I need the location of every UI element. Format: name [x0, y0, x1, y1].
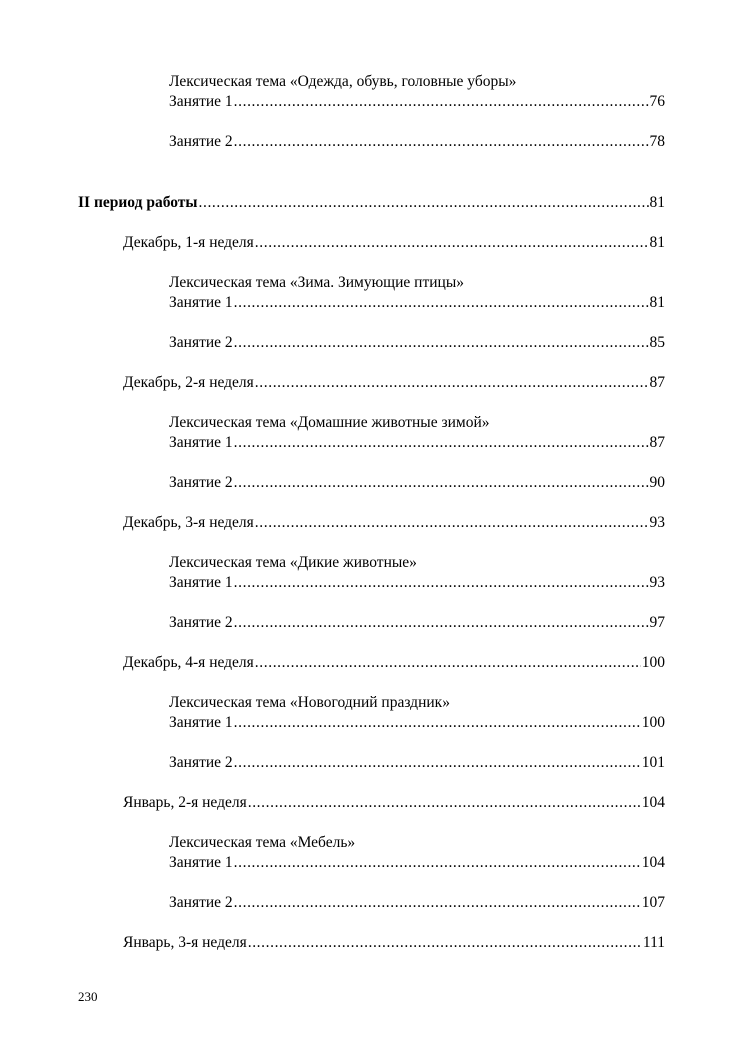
toc-entry-page-number: 93	[649, 574, 665, 591]
dot-leader	[234, 473, 649, 493]
dot-leader	[234, 293, 649, 313]
toc-entry-label: Занятие 1	[169, 574, 233, 591]
toc-entry-page-number: 101	[641, 754, 665, 771]
toc-entry-entry	[169, 713, 665, 733]
dot-leader	[255, 653, 641, 673]
toc-entry-entry	[169, 853, 665, 873]
toc-entry-label: Занятие 2	[169, 614, 233, 631]
dot-leader	[199, 193, 649, 213]
toc-entry-page-number: 85	[649, 334, 665, 351]
toc-entry-label: II период работы	[78, 194, 198, 211]
toc-entry-entry	[169, 753, 665, 773]
toc-entry-label: Занятие 1	[169, 93, 233, 110]
toc-entry-page-number: 81	[649, 194, 665, 211]
toc-entry-label: Занятие 1	[169, 854, 233, 871]
toc-entry-page-number: 81	[649, 294, 665, 311]
dot-leader	[234, 853, 641, 873]
dot-leader	[255, 373, 649, 393]
toc-entry-page-number: 100	[641, 654, 665, 671]
dot-leader	[248, 933, 642, 953]
dot-leader	[234, 753, 641, 773]
toc-entry-entry	[169, 293, 665, 313]
toc-entry-label: Январь, 3-я неделя	[123, 934, 247, 951]
toc-entry-page-number: 104	[641, 794, 665, 811]
dot-leader	[255, 233, 649, 253]
dot-leader	[234, 613, 649, 633]
toc-entry-page-number: 87	[649, 434, 665, 451]
toc-entry-period	[78, 193, 665, 213]
toc-entry-entry	[169, 573, 665, 593]
toc-entry-week	[123, 793, 665, 813]
toc-entry-page-number: 93	[649, 514, 665, 531]
toc-entry-label: Декабрь, 3-я неделя	[123, 514, 254, 531]
toc-entry-entry	[169, 132, 665, 152]
toc-entry-page-number: 90	[649, 474, 665, 491]
toc-entry-entry	[169, 433, 665, 453]
toc-entry-week	[123, 513, 665, 533]
toc-entry-entry	[169, 613, 665, 633]
page-number: 230	[78, 989, 98, 1004]
toc-entry-entry	[169, 333, 665, 353]
toc-topic-heading: Лексическая тема «Новогодний праздник»	[169, 694, 450, 711]
dot-leader	[234, 433, 649, 453]
toc-entry-week	[123, 373, 665, 393]
dot-leader	[234, 713, 641, 733]
toc-topic-heading: Лексическая тема «Зима. Зимующие птицы»	[169, 274, 464, 291]
toc-entry-label: Занятие 1	[169, 294, 233, 311]
toc-entry-label: Занятие 2	[169, 754, 233, 771]
toc-entry-entry	[169, 893, 665, 913]
toc-topic-heading: Лексическая тема «Домашние животные зимой»	[169, 414, 490, 431]
dot-leader	[234, 132, 649, 152]
toc-topic-heading: Лексическая тема «Одежда, обувь, головные уборы»	[169, 73, 517, 90]
toc-entry-label: Занятие 2	[169, 133, 233, 150]
toc-entry-label: Декабрь, 1-я неделя	[123, 234, 254, 251]
toc-entry-label: Январь, 2-я неделя	[123, 794, 247, 811]
toc-entry-label: Декабрь, 4-я неделя	[123, 654, 254, 671]
toc-entry-page-number: 78	[649, 133, 665, 150]
toc-entry-label: Занятие 1	[169, 714, 233, 731]
toc-entry-label: Занятие 1	[169, 434, 233, 451]
toc-entry-page-number: 107	[641, 894, 665, 911]
dot-leader	[234, 573, 649, 593]
toc-entry-entry	[169, 92, 665, 112]
dot-leader	[234, 893, 641, 913]
toc-entry-label: Занятие 2	[169, 334, 233, 351]
toc-entry-page-number: 87	[649, 374, 665, 391]
dot-leader	[234, 92, 649, 112]
toc-entry-label: Занятие 2	[169, 894, 233, 911]
toc-entry-week	[123, 233, 665, 253]
dot-leader	[248, 793, 641, 813]
toc-entry-label: Занятие 2	[169, 474, 233, 491]
toc-topic-heading: Лексическая тема «Дикие животные»	[169, 554, 417, 571]
dot-leader	[234, 333, 649, 353]
toc-entry-page-number: 104	[641, 854, 665, 871]
toc-entry-page-number: 111	[642, 934, 665, 951]
toc-entry-page-number: 81	[649, 234, 665, 251]
toc-entry-page-number: 76	[649, 93, 665, 110]
dot-leader	[255, 513, 649, 533]
toc-entry-entry	[169, 473, 665, 493]
toc-entry-page-number: 100	[641, 714, 665, 731]
toc-entry-page-number: 97	[649, 614, 665, 631]
toc-entry-week	[123, 653, 665, 673]
toc-topic-heading: Лексическая тема «Мебель»	[169, 834, 356, 851]
toc-entry-week	[123, 933, 665, 953]
toc-entry-label: Декабрь, 2-я неделя	[123, 374, 254, 391]
